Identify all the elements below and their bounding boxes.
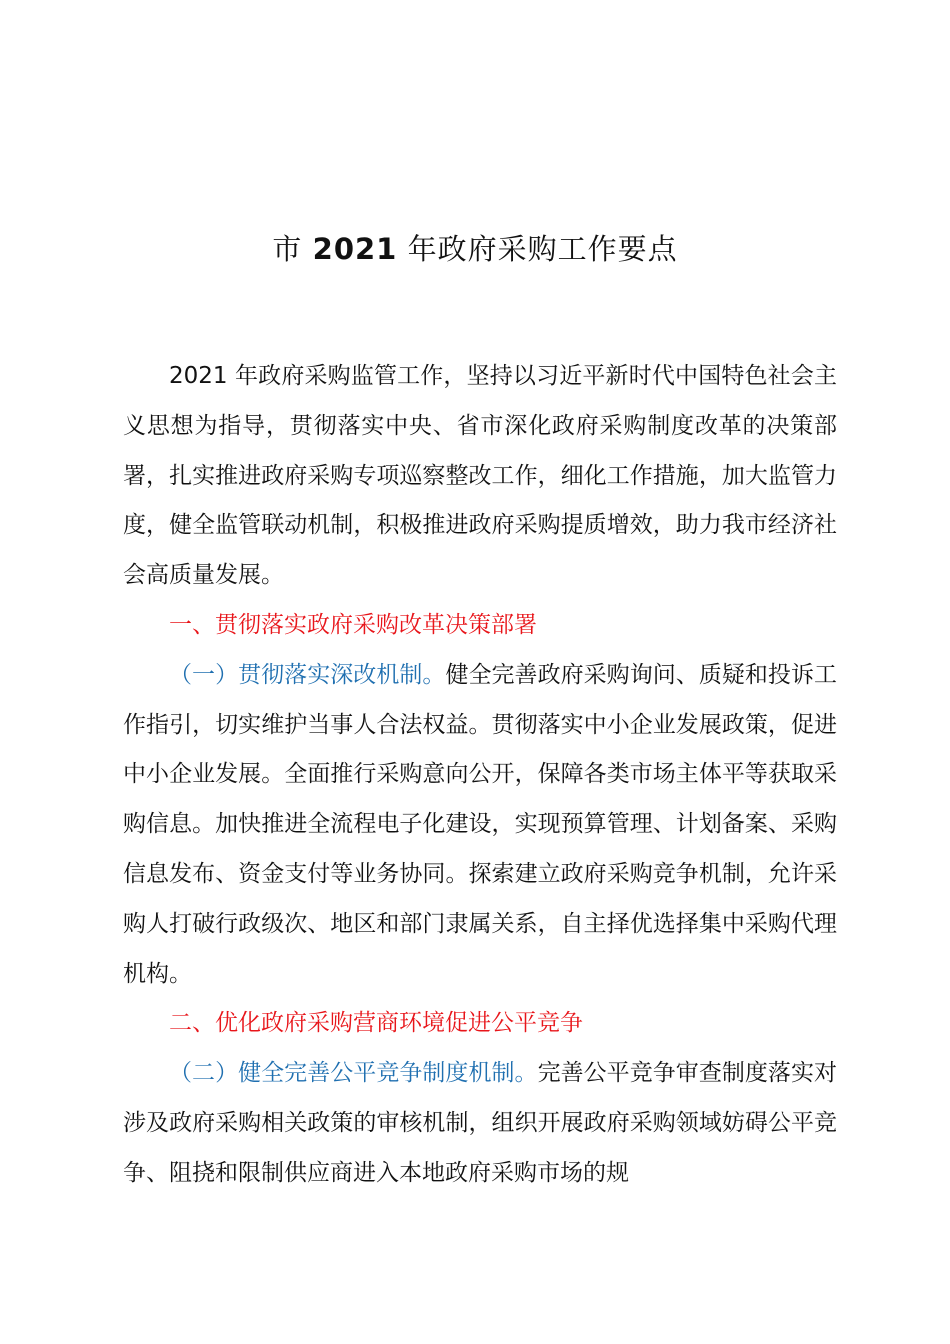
section-heading-1: 一、贯彻落实政府采购改革决策部署 (169, 611, 537, 638)
document-body (123, 352, 837, 1199)
section-paragraph-2 (123, 1049, 837, 1198)
document-title (0, 226, 950, 272)
section-text-1: 健全完善政府采购询问、质疑和投诉工作指引，切实维护当事人合法权益。贯彻落实中小企业发展政策，促进中小企业发展。全面推行采购意向公开，保障各类市场主体平等获取采购信息。加快推进全流程电子化建设，实现预算管理、计划备案、采购信息发布、资金支付等业务协同。探索建立政府采购竞争机制，允许采购人打破行政级次、地区和部门隶属关系，自主择优选择集中采购代理机构。 (123, 661, 838, 987)
title-prefix: 市 (272, 232, 303, 266)
section-text-2: 完善公平竞争审查制度落实对涉及政府采购相关政策的审核机制，组织开展政府采购领域妨碍公平竞争、阻挠和限制供应商进入本地政府采购市场的规 (123, 1060, 838, 1186)
section-paragraph-1 (123, 651, 837, 1000)
section-heading-2: 二、优化政府采购营商环境促进公平竞争 (169, 1010, 583, 1037)
sub-heading-1: （一）贯彻落实深改机制。 (169, 661, 446, 688)
title-suffix: 年政府采购工作要点 (407, 232, 678, 266)
intro-paragraph: 2021 年政府采购监管工作，坚持以习近平新时代中国特色社会主义思想为指导，贯彻落实中央、省市深化政府采购制度改革的决策部署，扎实推进政府采购专项巡察整改工作，细化工作措施，加大监管力度，健全监管联动机制，积极推进政府采购提质增效，助力我市经济社会高质量发展。 (123, 363, 837, 589)
title-year: 2021 (312, 232, 398, 266)
sub-heading-2: （二）健全完善公平竞争制度机制。 (169, 1060, 538, 1087)
